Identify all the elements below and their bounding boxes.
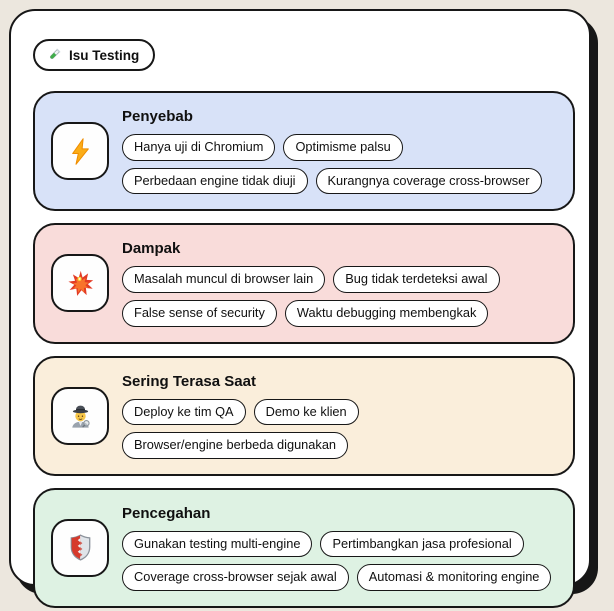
section-content — [122, 373, 557, 459]
tag-pill: Gunakan testing multi-engine — [122, 531, 312, 558]
lightning-icon — [66, 137, 95, 166]
section-icon-tile — [51, 519, 109, 577]
tag-pill: Browser/engine berbeda digunakan — [122, 432, 348, 459]
detective-icon — [66, 401, 95, 430]
tag-pill: Deploy ke tim QA — [122, 399, 246, 426]
section-title: Sering Terasa Saat — [122, 372, 256, 390]
section-card-pencegahan — [33, 488, 575, 608]
tag-pill: Coverage cross-browser sejak awal — [122, 564, 349, 591]
section-title: Penyebab — [122, 108, 193, 125]
section-icon-tile — [51, 387, 109, 445]
explosion-icon — [66, 269, 95, 298]
section-content — [122, 108, 557, 194]
tag-list — [122, 399, 557, 459]
section-icon-tile — [51, 254, 109, 312]
section-content — [122, 240, 557, 326]
topic-chip[interactable] — [33, 39, 155, 71]
section-card-dampak — [33, 223, 575, 343]
tag-pill: Perbedaan engine tidak diuji — [122, 168, 308, 195]
section-card-penyebab — [33, 91, 575, 211]
section-card-sering-terasa-saat — [33, 356, 575, 476]
tag-pill: Optimisme palsu — [283, 134, 402, 161]
section-title: Pencegahan — [122, 504, 211, 522]
tag-list — [122, 134, 557, 194]
tag-pill: Demo ke klien — [254, 399, 359, 426]
main-card — [9, 9, 591, 586]
tag-pill: Pertimbangkan jasa profesional — [320, 531, 523, 558]
tag-pill: Waktu debugging membengkak — [285, 300, 489, 327]
tag-list — [122, 531, 557, 591]
shield-icon — [66, 533, 95, 562]
tag-pill: False sense of security — [122, 300, 277, 327]
tag-pill: Automasi & monitoring engine — [357, 564, 552, 591]
section-icon-tile — [51, 122, 109, 180]
sections-list — [33, 91, 575, 608]
tag-pill: Masalah muncul di browser lain — [122, 266, 325, 293]
tag-pill: Kurangnya coverage cross-browser — [316, 168, 542, 195]
topic-chip-label: Isu Testing — [69, 47, 140, 63]
tag-pill: Hanya uji di Chromium — [122, 134, 275, 161]
test-tube-icon — [46, 47, 62, 63]
section-content — [122, 505, 557, 591]
tag-list — [122, 266, 557, 326]
section-title: Dampak — [122, 240, 181, 258]
tag-pill: Bug tidak terdeteksi awal — [333, 266, 499, 293]
